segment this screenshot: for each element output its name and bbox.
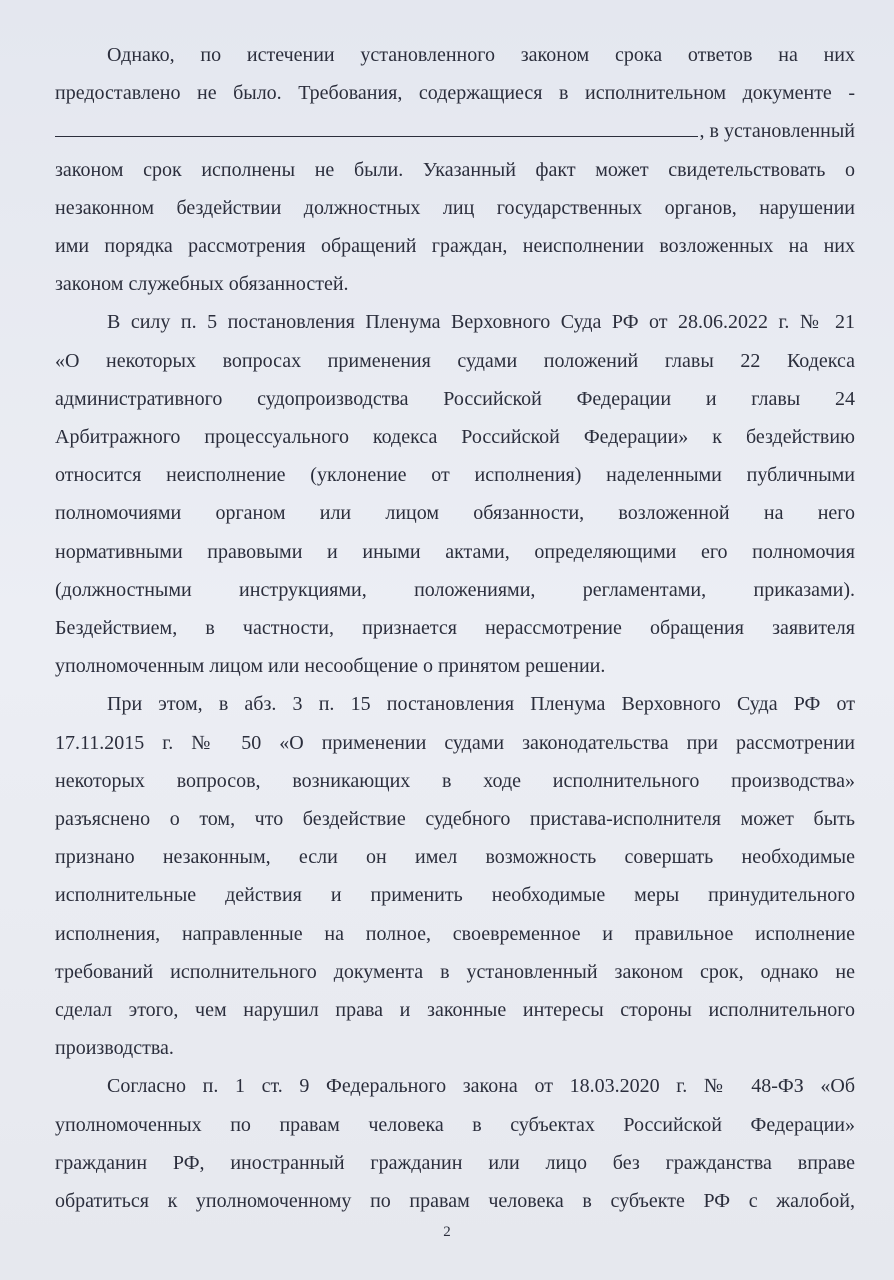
line-text: признано незаконным, если он имел возможность совершать необходимые — [55, 846, 855, 869]
line-text: административного судопроизводства Российской Федерации и главы 24 — [55, 387, 855, 410]
line-text: полномочиями органом или лицом обязанности, возложенной на него — [55, 502, 855, 525]
line-text: нормативными правовыми и иными актами, определяющими его полномочия — [55, 540, 855, 563]
text-line — [55, 227, 855, 265]
line-text: некоторых вопросов, возникающих в ходе исполнительного производства» — [55, 769, 855, 792]
text-line — [55, 647, 855, 685]
line-text: требований исполнительного документа в установленный законом срок, однако не — [55, 960, 855, 983]
line-text: Бездействием, в частности, признается нерассмотрение обращения заявителя — [55, 617, 855, 640]
text-line — [55, 800, 855, 838]
text-line — [55, 74, 855, 112]
line-text: Согласно п. 1 ст. 9 Федерального закона от 18.03.2020 г. № 48-ФЗ «Об — [107, 1075, 855, 1098]
text-line — [55, 991, 855, 1029]
text-line — [55, 1182, 855, 1220]
text-line — [55, 876, 855, 914]
line-text: 17.11.2015 г. № 50 «О применении судами законодательства при рассмотрении — [55, 731, 855, 754]
text-line — [55, 533, 855, 571]
text-line — [55, 1029, 855, 1067]
text-line — [55, 1106, 855, 1144]
line-text: Однако, по истечении установленного законом срока ответов на них — [107, 44, 855, 66]
line-text: исполнения, направленные на полное, своевременное и правильное исполнение — [55, 922, 855, 945]
text-line — [55, 303, 855, 341]
line-text: законом служебных обязанностей. — [55, 273, 349, 296]
text-line — [55, 571, 855, 609]
line-text: уполномоченных по правам человека в субъектах Российской Федерации» — [55, 1113, 855, 1136]
text-line — [55, 724, 855, 762]
line-text: уполномоченным лицом или несообщение о принятом решении. — [55, 655, 606, 678]
text-line — [55, 1067, 855, 1105]
line-text: предоставлено не было. Требования, содержащиеся в исполнительном документе - — [55, 82, 855, 105]
text-line — [55, 112, 855, 150]
page-number: 2 — [443, 1224, 451, 1240]
line-text: законом срок исполнены не были. Указанный факт может свидетельствовать о — [55, 158, 855, 181]
fill-in-blank — [55, 114, 698, 137]
line-text: разъяснено о том, что бездействие судебного пристава-исполнителя может быть — [55, 808, 855, 831]
text-line — [55, 953, 855, 991]
text-line — [55, 36, 855, 74]
line-text: ими порядка рассмотрения обращений граждан, неисполнении возложенных на них — [55, 235, 855, 258]
text-line — [55, 762, 855, 800]
line-text: В силу п. 5 постановления Пленума Верховного Суда РФ от 28.06.2022 г. № 21 — [107, 311, 855, 334]
text-line — [55, 609, 855, 647]
text-line — [55, 915, 855, 953]
text-line — [55, 189, 855, 227]
text-line — [55, 1144, 855, 1182]
line-text: При этом, в абз. 3 п. 15 постановления Пленума Верховного Суда РФ от — [107, 693, 855, 716]
line-text: обратиться к уполномоченному по правам человека в субъекте РФ с жалобой, — [55, 1190, 855, 1213]
text-line — [55, 685, 855, 723]
text-line — [55, 265, 855, 303]
text-line — [55, 838, 855, 876]
text-line — [55, 418, 855, 456]
text-line — [55, 151, 855, 189]
line-text: гражданин РФ, иностранный гражданин или лицо без гражданства вправе — [55, 1151, 855, 1174]
line-text: сделал этого, чем нарушил права и законные интересы стороны исполнительного — [55, 999, 855, 1022]
line-text: незаконном бездействии должностных лиц государственных органов, нарушении — [55, 196, 855, 219]
text-line — [55, 456, 855, 494]
line-text: исполнительные действия и применить необходимые меры принудительного — [55, 884, 855, 907]
line-text: , в установленный — [699, 120, 855, 143]
text-line — [55, 380, 855, 418]
line-text: (должностными инструкциями, положениями, регламентами, приказами). — [55, 578, 855, 601]
line-text: относится неисполнение (уклонение от исполнения) наделенными публичными — [55, 464, 855, 487]
line-text: Арбитражного процессуального кодекса Российской Федерации» к бездействию — [55, 426, 855, 449]
line-text: производства. — [55, 1037, 174, 1060]
text-line — [55, 342, 855, 380]
line-text: «О некоторых вопросах применения судами положений главы 22 Кодекса — [55, 349, 855, 372]
text-line — [55, 494, 855, 532]
document-body — [55, 36, 855, 1220]
